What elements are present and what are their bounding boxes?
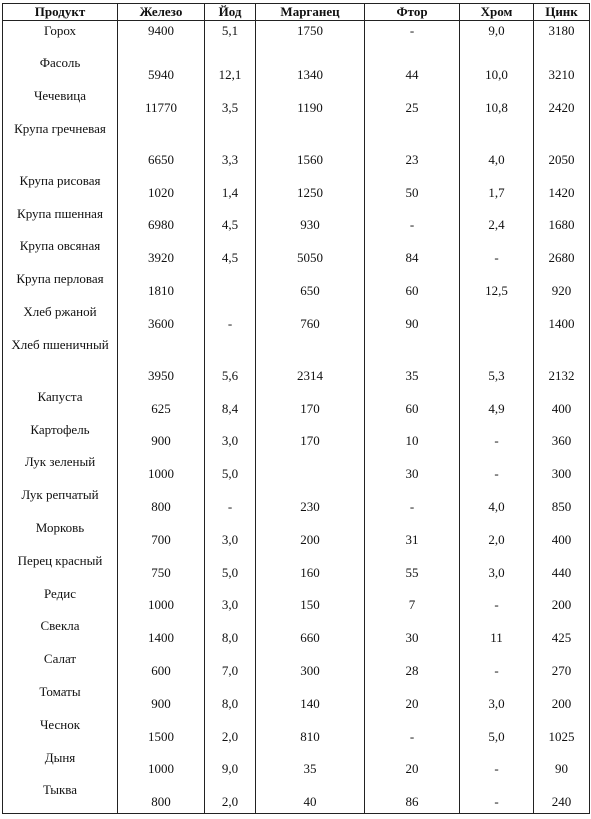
cell-iodine: 2,0 [205,780,256,813]
cell-iodine: 8,0 [205,616,256,649]
table-row [3,302,590,335]
cell-iron: 6650 [118,119,205,171]
cell-iron: 1000 [118,452,205,485]
cell-manganese: 760 [256,302,365,335]
cell-manganese: 1190 [256,86,365,119]
cell-product: Хлеб ржаной [3,302,118,335]
cell-chromium: - [460,780,534,813]
cell-chromium: 1,7 [460,171,534,204]
table-row [3,452,590,485]
cell-zinc: 1420 [534,171,590,204]
cell-chromium: 4,9 [460,387,534,420]
cell-fluorine: 30 [365,616,460,649]
cell-fluorine: - [365,485,460,518]
cell-manganese: 170 [256,420,365,453]
table-row [3,204,590,237]
cell-product: Свекла [3,616,118,649]
cell-iodine: - [205,302,256,335]
cell-iodine: 3,0 [205,584,256,617]
cell-fluorine: 31 [365,518,460,551]
cell-chromium: 5,3 [460,335,534,387]
cell-chromium: - [460,649,534,682]
cell-product: Чеснок [3,715,118,748]
table-row [3,236,590,269]
table-row [3,86,590,119]
cell-fluorine: 7 [365,584,460,617]
cell-fluorine: 25 [365,86,460,119]
cell-zinc: 400 [534,387,590,420]
cell-fluorine: - [365,204,460,237]
cell-iodine: 2,0 [205,715,256,748]
cell-manganese: 930 [256,204,365,237]
cell-zinc: 920 [534,269,590,302]
cell-zinc: 3210 [534,53,590,86]
cell-manganese: 2314 [256,335,365,387]
cell-fluorine: 30 [365,452,460,485]
cell-product: Капуста [3,387,118,420]
cell-iodine: 7,0 [205,649,256,682]
cell-fluorine: 90 [365,302,460,335]
cell-iodine: 3,0 [205,420,256,453]
cell-chromium: 5,0 [460,715,534,748]
cell-zinc: 270 [534,649,590,682]
cell-chromium: - [460,236,534,269]
cell-fluorine: 28 [365,649,460,682]
cell-zinc: 200 [534,682,590,715]
cell-iodine: 12,1 [205,53,256,86]
cell-zinc: 2050 [534,119,590,171]
table-row [3,682,590,715]
cell-manganese: 230 [256,485,365,518]
cell-iron: 800 [118,780,205,813]
cell-iodine: 5,6 [205,335,256,387]
table-row [3,387,590,420]
cell-fluorine: - [365,715,460,748]
cell-fluorine: 35 [365,335,460,387]
table-row [3,420,590,453]
cell-manganese: 1250 [256,171,365,204]
cell-iron: 1000 [118,584,205,617]
cell-zinc: 2420 [534,86,590,119]
column-header-product: Продукт [3,4,118,21]
cell-zinc: 300 [534,452,590,485]
table-row [3,584,590,617]
cell-iodine [205,269,256,302]
table-row [3,715,590,748]
table-row [3,485,590,518]
cell-manganese: 810 [256,715,365,748]
cell-manganese: 160 [256,551,365,584]
cell-manganese: 170 [256,387,365,420]
cell-fluorine: - [365,21,460,54]
cell-iron: 800 [118,485,205,518]
cell-product: Крупа перловая [3,269,118,302]
cell-manganese: 1340 [256,53,365,86]
cell-iron: 900 [118,420,205,453]
table-row [3,616,590,649]
cell-iodine: 3,3 [205,119,256,171]
table-row [3,21,590,54]
cell-fluorine: 84 [365,236,460,269]
cell-iron: 900 [118,682,205,715]
cell-zinc: 1025 [534,715,590,748]
cell-zinc: 90 [534,748,590,781]
cell-product: Крупа пшенная [3,204,118,237]
cell-chromium: 3,0 [460,551,534,584]
cell-product: Морковь [3,518,118,551]
cell-manganese: 1750 [256,21,365,54]
cell-product: Дыня [3,748,118,781]
cell-iodine: - [205,485,256,518]
cell-manganese: 300 [256,649,365,682]
cell-iodine: 8,0 [205,682,256,715]
cell-iron: 6980 [118,204,205,237]
cell-manganese: 5050 [256,236,365,269]
cell-manganese: 140 [256,682,365,715]
table-row [3,269,590,302]
micronutrient-table [2,3,590,814]
cell-iron: 1810 [118,269,205,302]
cell-fluorine: 50 [365,171,460,204]
table-header [3,4,590,21]
cell-chromium: 10,0 [460,53,534,86]
cell-chromium: 9,0 [460,21,534,54]
cell-chromium: - [460,420,534,453]
cell-iron: 9400 [118,21,205,54]
cell-zinc: 850 [534,485,590,518]
cell-iron: 11770 [118,86,205,119]
cell-zinc: 425 [534,616,590,649]
cell-manganese: 650 [256,269,365,302]
cell-manganese: 150 [256,584,365,617]
cell-chromium: 3,0 [460,682,534,715]
table-row [3,780,590,813]
cell-fluorine: 23 [365,119,460,171]
cell-manganese: 35 [256,748,365,781]
cell-fluorine: 60 [365,387,460,420]
cell-fluorine: 20 [365,682,460,715]
table-row [3,518,590,551]
cell-product: Хлеб пшеничный [3,335,118,387]
cell-zinc: 3180 [534,21,590,54]
cell-zinc: 360 [534,420,590,453]
cell-chromium [460,302,534,335]
cell-zinc: 400 [534,518,590,551]
cell-iodine: 1,4 [205,171,256,204]
table-row [3,53,590,86]
cell-zinc: 240 [534,780,590,813]
cell-product: Лук зеленый [3,452,118,485]
cell-iron: 1400 [118,616,205,649]
cell-zinc: 1680 [534,204,590,237]
cell-iron: 3600 [118,302,205,335]
table-row [3,649,590,682]
cell-iodine: 5,0 [205,452,256,485]
table-body [3,21,590,814]
cell-zinc: 1400 [534,302,590,335]
header-row [3,4,590,21]
cell-chromium: 11 [460,616,534,649]
cell-manganese: 1560 [256,119,365,171]
cell-fluorine: 55 [365,551,460,584]
cell-zinc: 440 [534,551,590,584]
table-row [3,335,590,387]
cell-fluorine: 86 [365,780,460,813]
cell-iron: 5940 [118,53,205,86]
cell-iodine: 5,0 [205,551,256,584]
cell-manganese: 200 [256,518,365,551]
cell-iron: 1020 [118,171,205,204]
cell-iodine: 5,1 [205,21,256,54]
cell-chromium: 4,0 [460,485,534,518]
cell-fluorine: 20 [365,748,460,781]
table-row [3,551,590,584]
table-row [3,119,590,171]
cell-iron: 1000 [118,748,205,781]
cell-product: Чечевица [3,86,118,119]
cell-product: Крупа овсяная [3,236,118,269]
cell-iodine: 4,5 [205,236,256,269]
cell-manganese: 40 [256,780,365,813]
cell-iron: 3950 [118,335,205,387]
cell-iron: 600 [118,649,205,682]
cell-zinc: 2680 [534,236,590,269]
cell-chromium: 10,8 [460,86,534,119]
cell-zinc: 2132 [534,335,590,387]
cell-chromium: - [460,452,534,485]
column-header-iodine: Йод [205,4,256,21]
column-header-iron: Железо [118,4,205,21]
column-header-manganese: Марганец [256,4,365,21]
cell-chromium: - [460,584,534,617]
cell-iodine: 3,5 [205,86,256,119]
column-header-fluorine: Фтор [365,4,460,21]
cell-iodine: 9,0 [205,748,256,781]
cell-product: Тыква [3,780,118,813]
cell-product: Горох [3,21,118,54]
cell-chromium: - [460,748,534,781]
cell-manganese [256,452,365,485]
table-row [3,748,590,781]
cell-iron: 625 [118,387,205,420]
column-header-chromium: Хром [460,4,534,21]
cell-fluorine: 44 [365,53,460,86]
table-row [3,171,590,204]
cell-iodine: 8,4 [205,387,256,420]
cell-product: Салат [3,649,118,682]
cell-iodine: 3,0 [205,518,256,551]
cell-iron: 750 [118,551,205,584]
column-header-zinc: Цинк [534,4,590,21]
cell-product: Крупа рисовая [3,171,118,204]
cell-fluorine: 10 [365,420,460,453]
cell-product: Томаты [3,682,118,715]
cell-zinc: 200 [534,584,590,617]
cell-iron: 3920 [118,236,205,269]
cell-iron: 700 [118,518,205,551]
cell-fluorine: 60 [365,269,460,302]
cell-chromium: 2,0 [460,518,534,551]
cell-chromium: 12,5 [460,269,534,302]
cell-chromium: 2,4 [460,204,534,237]
cell-iodine: 4,5 [205,204,256,237]
cell-manganese: 660 [256,616,365,649]
cell-product: Картофель [3,420,118,453]
cell-chromium: 4,0 [460,119,534,171]
cell-iron: 1500 [118,715,205,748]
cell-product: Редис [3,584,118,617]
cell-product: Крупа гречневая [3,119,118,171]
cell-product: Фасоль [3,53,118,86]
cell-product: Лук репчатый [3,485,118,518]
cell-product: Перец красный [3,551,118,584]
